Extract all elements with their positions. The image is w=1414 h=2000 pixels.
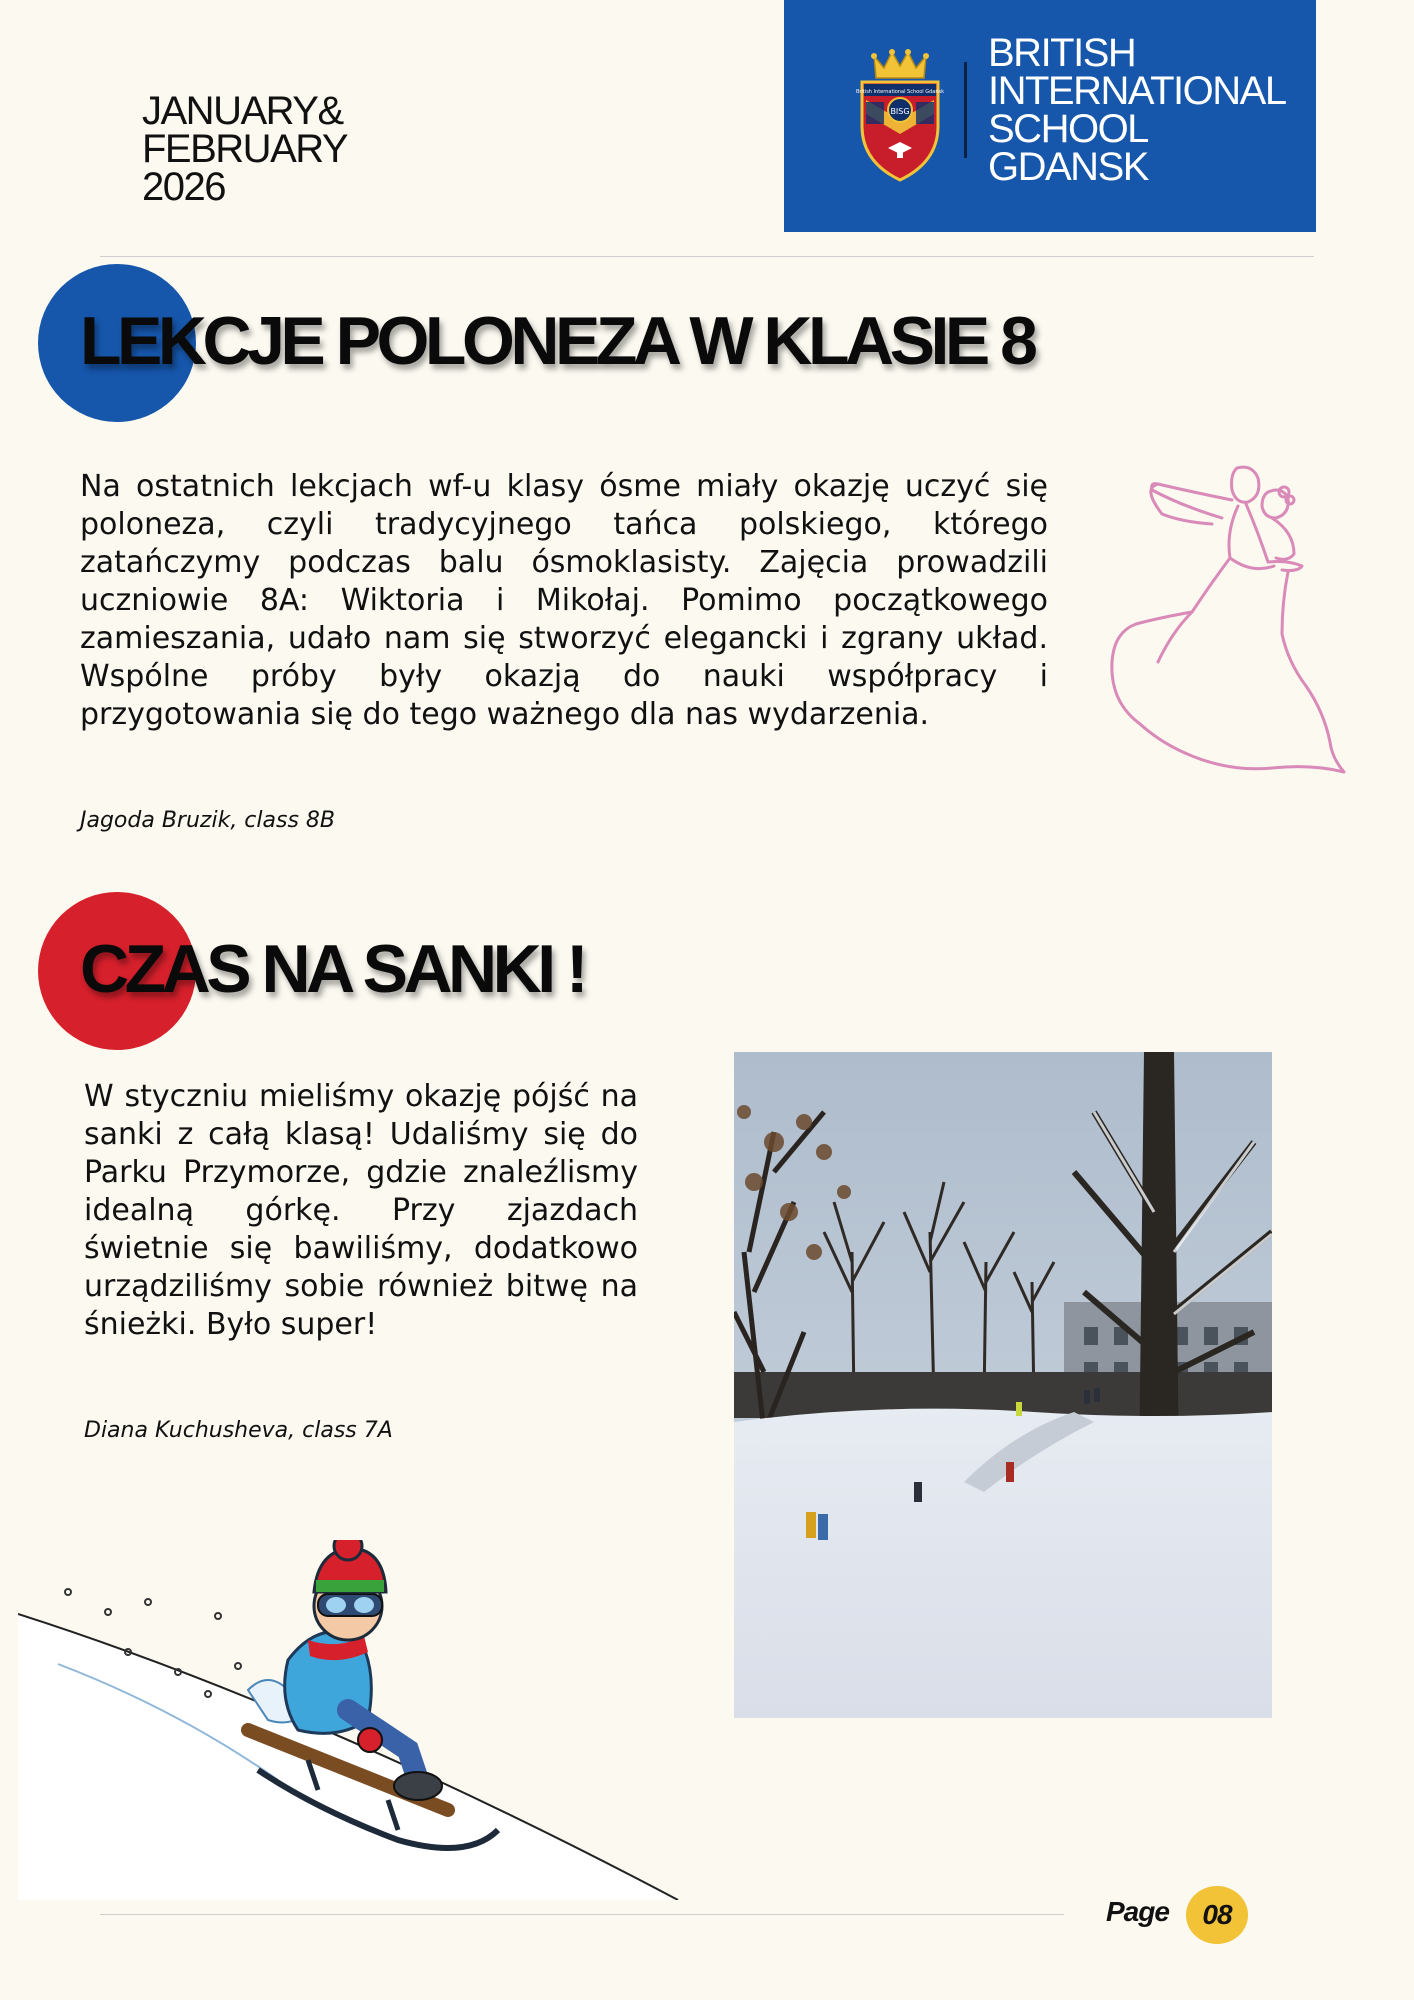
crest-motto: British International School Gdańsk — [855, 89, 945, 95]
snowy-park-photo — [734, 1052, 1272, 1718]
school-crest-icon — [852, 44, 948, 184]
school-name-line: GDANSK — [988, 145, 1148, 189]
child-sledding-illustration — [18, 1540, 698, 1900]
school-name-line: INTERNATIONAL — [988, 69, 1286, 113]
page-number-badge — [1186, 1886, 1248, 1944]
school-logo-banner — [784, 0, 1316, 232]
article-paragraph: W styczniu mieliśmy okazję pójść na sanki z całą klasą! Udaliśmy się do Parku Przymorze, gdzie znaleźlismy idealną górkę. Przy zjazdach świetnie się bawiliśmy, dodatkowo urządziliśmy sobie również bitwę na śnieżki. Było super! — [84, 1079, 638, 1342]
page-label: Page — [1106, 1896, 1169, 1927]
article-paragraph: Na ostatnich lekcjach wf-u klasy ósme miały okazję uczyć się poloneza, czyli tradycyjnego tańca polskiego, którego zatańczymy podczas balu ósmoklasisty. Zajęcia prowadzili uczniowie 8A: Wiktoria i Mikołaj. Pomimo początkowego zamieszania, udało nam się stworzyć elegancki i zgrany układ. Wspólne próby były okazją do nauki współpracy i przygotowania się do tego ważnego dla nas wydarzenia. — [80, 469, 1048, 732]
article-body — [80, 468, 1048, 734]
article-byline: Diana Kuchusheva, class 7A — [84, 1418, 393, 1443]
footer-divider — [100, 1914, 1064, 1915]
article-title: CZAS NA SANKI ! — [80, 931, 585, 1007]
logo-divider — [964, 62, 967, 158]
school-name — [988, 31, 1286, 189]
article-title: LEKCJE POLONEZA W KLASIE 8 — [80, 303, 1034, 379]
page-number: 08 — [1202, 1899, 1232, 1930]
dancing-couple-icon — [1062, 462, 1352, 792]
article-body — [84, 1078, 638, 1344]
issue-date-line: 2026 — [142, 165, 225, 209]
issue-date-line: FEBRUARY — [142, 127, 348, 171]
school-name-line: SCHOOL — [988, 107, 1148, 151]
header-divider — [100, 256, 1314, 257]
school-name-line: BRITISH — [988, 31, 1136, 75]
issue-date — [142, 89, 348, 209]
issue-date-line: JANUARY& — [142, 89, 343, 133]
crest-monogram: BISG — [890, 107, 910, 116]
article-byline: Jagoda Bruzik, class 8B — [80, 808, 335, 833]
